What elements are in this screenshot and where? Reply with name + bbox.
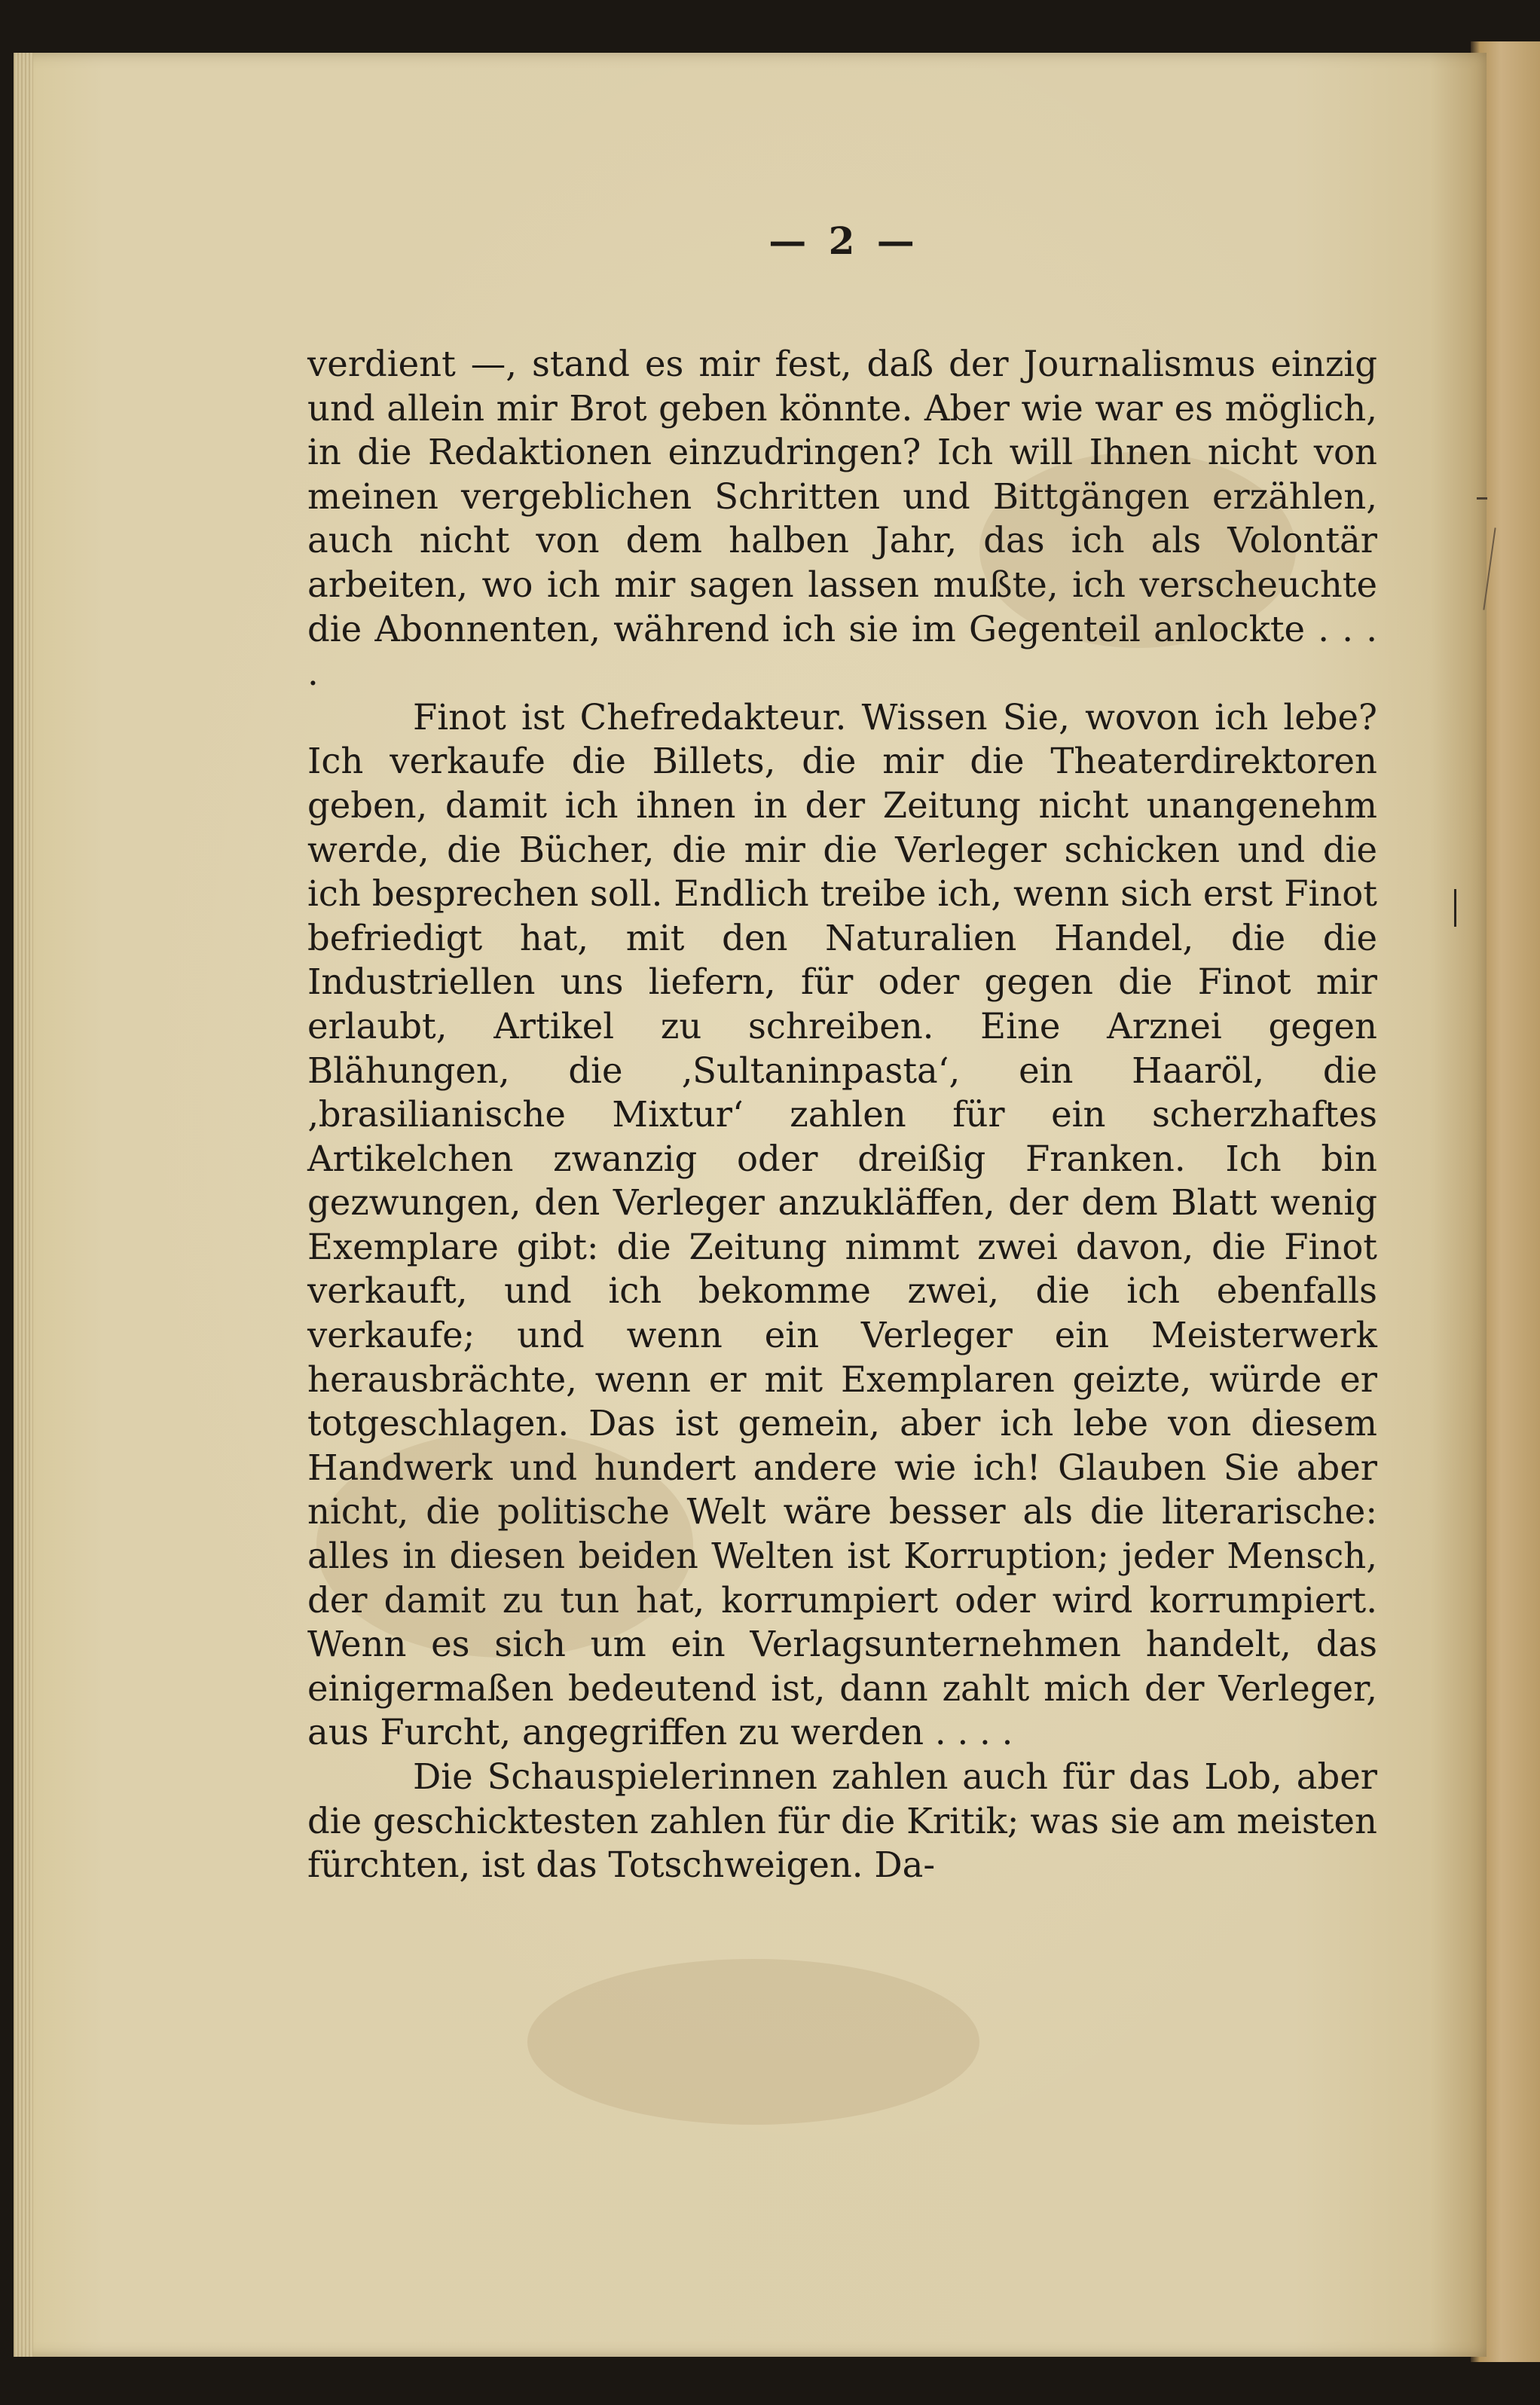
body-text bbox=[307, 342, 1377, 1887]
paper-stain bbox=[527, 1959, 979, 2125]
margin-pencil-mark bbox=[1454, 889, 1456, 927]
margin-pencil-mark bbox=[1477, 497, 1487, 500]
paragraph: Finot ist Chefredakteur. Wissen Sie, wovon ich lebe? Ich verkaufe die Billets, die mir die Theaterdirektoren geben, damit ich ihnen in der Zeitung nicht unangenehm werde, die Bücher, die mir die Verleger schicken und die ich besprechen soll. Endlich treibe ich, wenn sich erst Finot befriedigt hat, mit den Naturalien Handel, die die Industriellen uns liefern, für oder gegen die Finot mir erlaubt, Artikel zu schreiben. Eine Arznei gegen Blähungen, die ‚Sultaninpasta‘, ein Haaröl, die ‚brasilianische Mixtur‘ zahlen für ein scherzhaftes Artikelchen zwanzig oder dreißig Franken. Ich bin gezwungen, den Verleger anzukläffen, der dem Blatt wenig Exemplare gibt: die Zeitung nimmt zwei davon, die Finot verkauft, und ich bekomme zwei, die ich ebenfalls verkaufe; und wenn ein Verleger ein Meisterwerk herausbrächte, wenn er mit Exemplaren geizte, würde er totgeschlagen. Das ist gemein, aber ich lebe von diesem Handwerk und hundert andere wie ich! Glauben Sie aber nicht, die politische Welt wäre besser als die literarische: alles in diesen beiden Welten ist Korruption; jeder Mensch, der damit zu tun hat, korrumpiert oder wird korrumpiert. Wenn es sich um ein Verlagsunternehmen handelt, das einigermaßen bedeutend ist, dann zahlt mich der Verleger, aus Furcht, angegriffen zu werden . . . . bbox=[307, 696, 1377, 1753]
paragraph: verdient —, stand es mir fest, daß der Journalismus einzig und allein mir Brot geben könnte. Aber wie war es möglich, in die Redaktionen einzudringen? Ich will Ihnen nicht von meinen vergeblichen Schritten und Bittgängen erzählen, auch nicht von dem halben Jahr, das ich als Volontär arbeiten, wo ich mir sagen lassen mußte, ich verscheuchte die Abonnenten, während ich sie im Gegenteil anlockte . . . . bbox=[307, 344, 1377, 694]
paragraph: Die Schauspielerinnen zahlen auch für das Lob, aber die geschicktesten zahlen für die Kritik; was sie am meisten fürchten, ist das Totschweigen. Da- bbox=[307, 1756, 1377, 1886]
page-number: — 2 — bbox=[768, 218, 919, 263]
page-binding-edge bbox=[14, 53, 33, 2357]
